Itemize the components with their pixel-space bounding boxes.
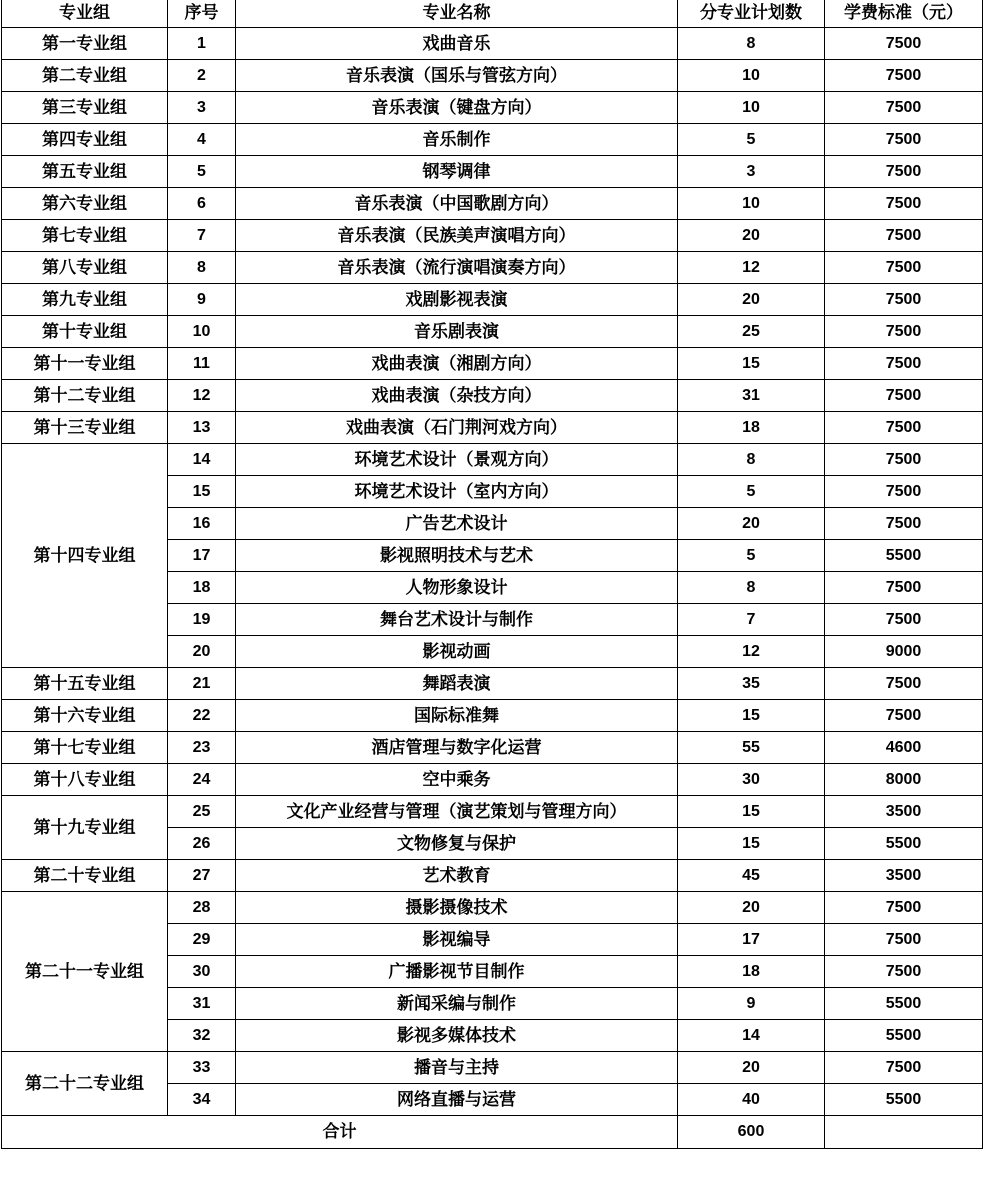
- cell-number: 12: [168, 380, 236, 412]
- cell-number: 14: [168, 444, 236, 476]
- cell-major-name: 文物修复与保护: [236, 828, 678, 860]
- cell-tuition: 3500: [825, 860, 983, 892]
- total-label: 合计: [2, 1116, 678, 1149]
- header-number: 序号: [168, 0, 236, 28]
- cell-group: 第十一专业组: [2, 348, 168, 380]
- cell-tuition: 7500: [825, 1052, 983, 1084]
- cell-major-name: 音乐表演（键盘方向）: [236, 92, 678, 124]
- cell-number: 8: [168, 252, 236, 284]
- cell-major-name: 钢琴调律: [236, 156, 678, 188]
- cell-plan-count: 12: [678, 252, 825, 284]
- cell-tuition: 7500: [825, 892, 983, 924]
- cell-tuition: 3500: [825, 796, 983, 828]
- cell-tuition: 5500: [825, 540, 983, 572]
- cell-tuition: 9000: [825, 636, 983, 668]
- cell-number: 29: [168, 924, 236, 956]
- table-row: [2, 764, 983, 796]
- cell-number: 28: [168, 892, 236, 924]
- cell-major-name: 戏曲表演（湘剧方向）: [236, 348, 678, 380]
- cell-major-name: 人物形象设计: [236, 572, 678, 604]
- header-group: 专业组: [2, 0, 168, 28]
- cell-major-name: 影视编导: [236, 924, 678, 956]
- cell-plan-count: 15: [678, 828, 825, 860]
- cell-group: 第十九专业组: [2, 796, 168, 860]
- table-row: [2, 348, 983, 380]
- table-row: [2, 220, 983, 252]
- table-row: [2, 1052, 983, 1084]
- cell-tuition: 7500: [825, 316, 983, 348]
- header-major-name: 专业名称: [236, 0, 678, 28]
- cell-number: 22: [168, 700, 236, 732]
- table-row: [2, 60, 983, 92]
- table-row: [2, 732, 983, 764]
- cell-plan-count: 8: [678, 28, 825, 60]
- cell-tuition: 7500: [825, 220, 983, 252]
- cell-major-name: 环境艺术设计（室内方向）: [236, 476, 678, 508]
- cell-number: 13: [168, 412, 236, 444]
- cell-number: 3: [168, 92, 236, 124]
- cell-plan-count: 9: [678, 988, 825, 1020]
- cell-group: 第五专业组: [2, 156, 168, 188]
- table-row: [2, 892, 983, 924]
- cell-plan-count: 18: [678, 412, 825, 444]
- table-row: [2, 124, 983, 156]
- cell-number: 23: [168, 732, 236, 764]
- cell-group: 第九专业组: [2, 284, 168, 316]
- cell-tuition: 7500: [825, 412, 983, 444]
- cell-tuition: 7500: [825, 284, 983, 316]
- cell-tuition: 7500: [825, 60, 983, 92]
- cell-number: 30: [168, 956, 236, 988]
- cell-group: 第十七专业组: [2, 732, 168, 764]
- cell-number: 17: [168, 540, 236, 572]
- cell-major-name: 空中乘务: [236, 764, 678, 796]
- cell-major-name: 影视照明技术与艺术: [236, 540, 678, 572]
- table-row: [2, 860, 983, 892]
- cell-tuition: 7500: [825, 124, 983, 156]
- cell-tuition: 8000: [825, 764, 983, 796]
- cell-number: 20: [168, 636, 236, 668]
- cell-tuition: 7500: [825, 924, 983, 956]
- cell-major-name: 舞蹈表演: [236, 668, 678, 700]
- cell-tuition: 7500: [825, 444, 983, 476]
- cell-tuition: 7500: [825, 380, 983, 412]
- cell-major-name: 音乐表演（国乐与管弦方向）: [236, 60, 678, 92]
- cell-tuition: 7500: [825, 700, 983, 732]
- cell-major-name: 音乐表演（民族美声演唱方向）: [236, 220, 678, 252]
- cell-number: 6: [168, 188, 236, 220]
- cell-plan-count: 5: [678, 124, 825, 156]
- cell-number: 9: [168, 284, 236, 316]
- cell-group: 第十五专业组: [2, 668, 168, 700]
- cell-tuition: 5500: [825, 1084, 983, 1116]
- cell-group: 第十三专业组: [2, 412, 168, 444]
- cell-group: 第十四专业组: [2, 444, 168, 668]
- cell-number: 18: [168, 572, 236, 604]
- cell-major-name: 艺术教育: [236, 860, 678, 892]
- header-plan-count: 分专业计划数: [678, 0, 825, 28]
- cell-tuition: 7500: [825, 92, 983, 124]
- cell-tuition: 7500: [825, 604, 983, 636]
- cell-tuition: 5500: [825, 1020, 983, 1052]
- table-row: [2, 668, 983, 700]
- total-fee-empty: [825, 1116, 983, 1149]
- cell-major-name: 酒店管理与数字化运营: [236, 732, 678, 764]
- cell-number: 24: [168, 764, 236, 796]
- cell-major-name: 戏曲表演（杂技方向）: [236, 380, 678, 412]
- total-row: [2, 1116, 983, 1149]
- cell-major-name: 播音与主持: [236, 1052, 678, 1084]
- cell-number: 2: [168, 60, 236, 92]
- cell-plan-count: 20: [678, 892, 825, 924]
- cell-major-name: 网络直播与运营: [236, 1084, 678, 1116]
- cell-number: 4: [168, 124, 236, 156]
- table-row: [2, 412, 983, 444]
- cell-plan-count: 25: [678, 316, 825, 348]
- cell-group: 第二十一专业组: [2, 892, 168, 1052]
- cell-group: 第十八专业组: [2, 764, 168, 796]
- cell-number: 15: [168, 476, 236, 508]
- cell-tuition: 7500: [825, 188, 983, 220]
- cell-number: 26: [168, 828, 236, 860]
- cell-number: 21: [168, 668, 236, 700]
- cell-plan-count: 31: [678, 380, 825, 412]
- cell-tuition: 5500: [825, 988, 983, 1020]
- table-row: [2, 252, 983, 284]
- cell-plan-count: 15: [678, 700, 825, 732]
- cell-number: 31: [168, 988, 236, 1020]
- cell-group: 第一专业组: [2, 28, 168, 60]
- cell-plan-count: 20: [678, 220, 825, 252]
- cell-plan-count: 20: [678, 508, 825, 540]
- cell-group: 第二十专业组: [2, 860, 168, 892]
- cell-major-name: 环境艺术设计（景观方向）: [236, 444, 678, 476]
- cell-tuition: 7500: [825, 476, 983, 508]
- cell-major-name: 影视动画: [236, 636, 678, 668]
- cell-major-name: 音乐制作: [236, 124, 678, 156]
- cell-plan-count: 10: [678, 60, 825, 92]
- table-row: [2, 188, 983, 220]
- table-row: [2, 796, 983, 828]
- table-row: [2, 284, 983, 316]
- cell-number: 19: [168, 604, 236, 636]
- cell-plan-count: 17: [678, 924, 825, 956]
- cell-tuition: 5500: [825, 828, 983, 860]
- cell-major-name: 摄影摄像技术: [236, 892, 678, 924]
- cell-number: 25: [168, 796, 236, 828]
- table-body: [2, 28, 983, 1116]
- table-row: [2, 28, 983, 60]
- cell-plan-count: 7: [678, 604, 825, 636]
- cell-major-name: 广告艺术设计: [236, 508, 678, 540]
- cell-plan-count: 40: [678, 1084, 825, 1116]
- cell-major-name: 戏曲音乐: [236, 28, 678, 60]
- cell-major-name: 新闻采编与制作: [236, 988, 678, 1020]
- cell-group: 第三专业组: [2, 92, 168, 124]
- cell-plan-count: 15: [678, 796, 825, 828]
- header-row: [2, 0, 983, 28]
- cell-major-name: 广播影视节目制作: [236, 956, 678, 988]
- cell-plan-count: 12: [678, 636, 825, 668]
- cell-group: 第十二专业组: [2, 380, 168, 412]
- cell-plan-count: 5: [678, 540, 825, 572]
- cell-major-name: 戏曲表演（石门荆河戏方向）: [236, 412, 678, 444]
- cell-plan-count: 35: [678, 668, 825, 700]
- cell-number: 16: [168, 508, 236, 540]
- table-row: [2, 316, 983, 348]
- enrollment-plan-table: [1, 0, 983, 1149]
- cell-number: 5: [168, 156, 236, 188]
- cell-group: 第八专业组: [2, 252, 168, 284]
- cell-group: 第四专业组: [2, 124, 168, 156]
- cell-number: 11: [168, 348, 236, 380]
- cell-tuition: 7500: [825, 252, 983, 284]
- cell-major-name: 舞台艺术设计与制作: [236, 604, 678, 636]
- cell-plan-count: 20: [678, 284, 825, 316]
- cell-number: 1: [168, 28, 236, 60]
- cell-group: 第十六专业组: [2, 700, 168, 732]
- cell-group: 第十专业组: [2, 316, 168, 348]
- cell-plan-count: 8: [678, 444, 825, 476]
- cell-plan-count: 3: [678, 156, 825, 188]
- cell-plan-count: 20: [678, 1052, 825, 1084]
- table-row: [2, 92, 983, 124]
- cell-plan-count: 18: [678, 956, 825, 988]
- cell-plan-count: 30: [678, 764, 825, 796]
- cell-group: 第二十二专业组: [2, 1052, 168, 1116]
- cell-plan-count: 10: [678, 188, 825, 220]
- cell-major-name: 音乐表演（中国歌剧方向）: [236, 188, 678, 220]
- cell-number: 10: [168, 316, 236, 348]
- cell-plan-count: 55: [678, 732, 825, 764]
- total-plan: 600: [678, 1116, 825, 1149]
- cell-tuition: 7500: [825, 348, 983, 380]
- cell-number: 7: [168, 220, 236, 252]
- cell-tuition: 7500: [825, 508, 983, 540]
- cell-plan-count: 5: [678, 476, 825, 508]
- cell-number: 33: [168, 1052, 236, 1084]
- cell-tuition: 4600: [825, 732, 983, 764]
- cell-tuition: 7500: [825, 572, 983, 604]
- cell-group: 第六专业组: [2, 188, 168, 220]
- cell-plan-count: 8: [678, 572, 825, 604]
- cell-major-name: 音乐剧表演: [236, 316, 678, 348]
- table-row: [2, 700, 983, 732]
- cell-major-name: 戏剧影视表演: [236, 284, 678, 316]
- cell-major-name: 文化产业经营与管理（演艺策划与管理方向）: [236, 796, 678, 828]
- cell-number: 34: [168, 1084, 236, 1116]
- cell-major-name: 国际标准舞: [236, 700, 678, 732]
- cell-group: 第七专业组: [2, 220, 168, 252]
- cell-major-name: 影视多媒体技术: [236, 1020, 678, 1052]
- table-row: [2, 380, 983, 412]
- cell-tuition: 7500: [825, 156, 983, 188]
- cell-plan-count: 15: [678, 348, 825, 380]
- cell-tuition: 7500: [825, 668, 983, 700]
- header-tuition: 学费标准（元）: [825, 0, 983, 28]
- cell-plan-count: 45: [678, 860, 825, 892]
- cell-tuition: 7500: [825, 28, 983, 60]
- table-row: [2, 156, 983, 188]
- cell-plan-count: 14: [678, 1020, 825, 1052]
- cell-number: 27: [168, 860, 236, 892]
- cell-plan-count: 10: [678, 92, 825, 124]
- table-row: [2, 444, 983, 476]
- cell-tuition: 7500: [825, 956, 983, 988]
- cell-group: 第二专业组: [2, 60, 168, 92]
- cell-major-name: 音乐表演（流行演唱演奏方向）: [236, 252, 678, 284]
- cell-number: 32: [168, 1020, 236, 1052]
